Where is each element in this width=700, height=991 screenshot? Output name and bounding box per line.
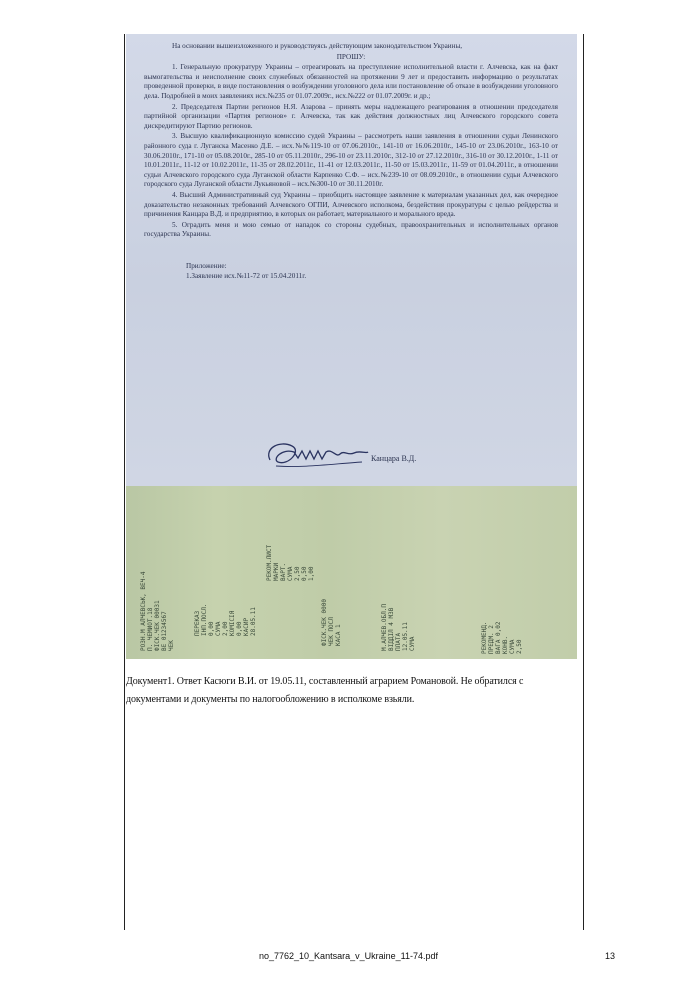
- letter-attachment-item: 1.Заявление исх.№11-72 от 15.04.2011г.: [186, 272, 307, 281]
- receipt-text: ПЕРЕКАЗ ІНП.ПОСЛ. 0,00 СУМА 2,00 КОМІСІЯ 0,00 КАСИР 28.05.11: [194, 603, 257, 636]
- scanned-document-image: [126, 34, 577, 659]
- letter-item-3: 3. Высшую квалификационную комиссию судей Украины – рассмотреть наши заявления в отношении судьи Ленинского районного суда г. Луганска Масенко Д.Е. – исх.№№119-10 от 07.06.2010г., 141-10 от 16.06.2010г., 145-10 от 23.06.2010г., 163-10 от 30.06.2010г., 171-10 от 05.08.2010г., 285-10 от 05.11.2010г., 296-10 от 23.11.2010г., 312-10 от 27.12.2010г., 316-10 от 30.12.2010г., 1-11 от 10.01.2011г., 11-12 от 10.02.2011г., 11-35 от 28.02.2011г., 11-41 от 12.03.2011г., 11-50 от 15.03.2011г., 11-59 от 01.04.2011г., в отношении судьи Алчевского городского суда Луганской области Карпенко С.Ф. – исх.№239-10 от 08.09.2010г., в отношении судьи Алчевского городского суда Луганской области Лукьяновой – исх.№300-10 от 30.11.2010г.: [144, 132, 558, 189]
- receipt-text: РЕКОМ.ЛИСТ МАРКИ ВАРТ. СУМА 2,50 0,50 1,00: [266, 544, 315, 581]
- page-right-border: [583, 34, 584, 930]
- receipt-text: ФІСК.ЧЕК 0000 ЧЕК ПОСЛ КАСА 1: [321, 599, 342, 646]
- scanned-letter: [126, 34, 577, 486]
- footer-page-number: 13: [605, 951, 616, 961]
- letter-item-2: 2. Председателя Партии регионов Н.Я. Азарова – принять меры надлежащего реагирования в отношении председателя партийной организации «Партия регионов» г. Алчевска, так как действия должностных лиц Алчевского городского совета дискредитируют Партию регионов.: [144, 102, 558, 130]
- receipt-text: РЕКОМЕНД. ПРЕДМ. 2 ВАГА 0,02 КОНВ. СУМА 2,50: [481, 621, 523, 654]
- scanned-postal-receipts: [126, 486, 577, 659]
- document-caption: Документ1. Ответ Касюги В.И. от 19.05.11, составленный аграрием Романовой. Не обратился с документами и документы по налогообложению в исполкоме взьяли.: [126, 676, 524, 705]
- letter-intro: На основании вышеизложенного и руководствуясь действующим законодательством Украины,: [172, 42, 463, 50]
- signature-image: [262, 434, 372, 474]
- letter-request-heading: ПРОШУ:: [336, 52, 366, 61]
- receipt-text: М.АЛЧЕВ.ОБЛ.П ВІДДІЛ 4 МЗВ ПЛАТА 12.05.11 СУМА: [381, 604, 416, 651]
- signer-name: Канцара В.Д.: [371, 454, 417, 463]
- letter-item-5: 5. Оградить меня и мою семью от нападок со стороны судебных, правоохранительных и исполнительных органов государства Украины.: [144, 220, 558, 239]
- receipt-text: РОЗН.М АЛЧЕВСЬК, ВЕЧ-4 П. ЧЕМИОТ.18 ФІСК.ЧЕК 00031 ВЕ 01234567 ЧЕК: [140, 571, 175, 651]
- page-left-border: [124, 34, 125, 930]
- letter-attachment-heading: Приложение:: [186, 261, 227, 270]
- letter-item-1: 1. Генеральную прокуратуру Украины – отреагировать на преступление исполнительной власти г. Алчевска, как на факт вымогательства и неисполнение своих служебных обязанностей на протяжении 9 лет и предоставить информацию о результатах проведенной проверки, в виде постановления о возбуждении уголовного дела или постановление об отказе в возбуждении уголовного дела. Подробней в моих заявлениях исх.№235 от 01.07.2009г., исх.№222 от 01.07.2009г. и др.;: [144, 63, 558, 100]
- letter-item-4: 4. Высший Административный суд Украины – приобщить настоящее заявление к материалам указанных дел, как очередное доказательство незаконных требований Алчевского ОГПИ, Алчевского исполкома, бездействия прокуратуры с целью рейдерства и причинения Канцара В.Д. и предприятию, в которых он работает, материального и морального вреда.: [144, 190, 558, 219]
- footer-filename: no_7762_10_Kantsara_v_Ukraine_11-74.pdf: [259, 951, 438, 961]
